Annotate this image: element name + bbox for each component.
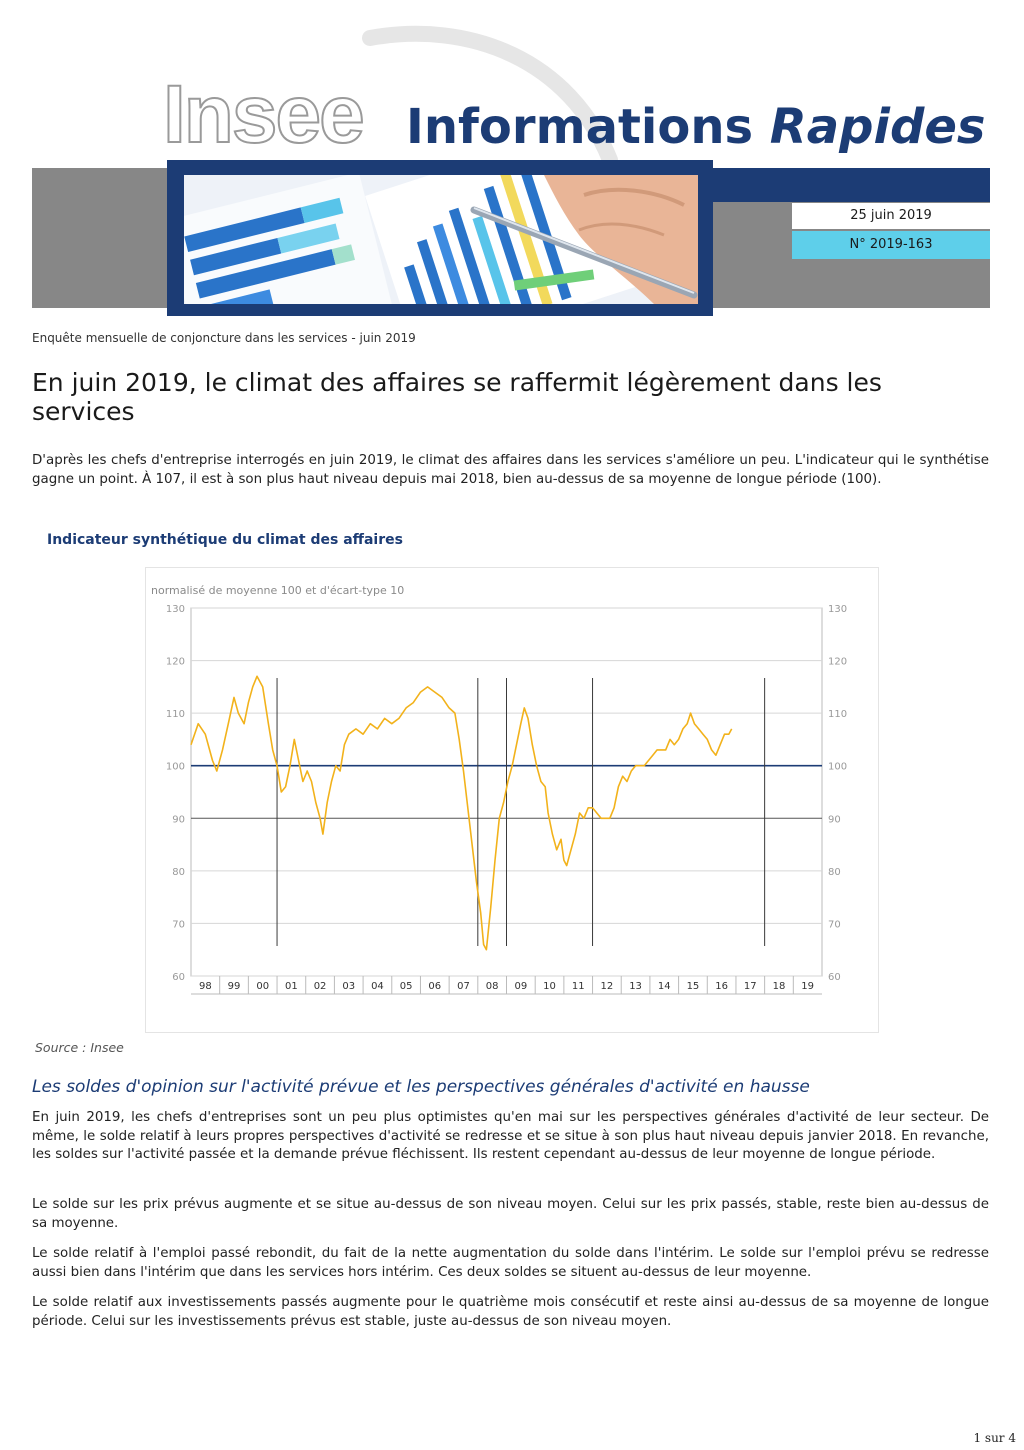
y-tick-label-left: 70 (172, 919, 185, 931)
charts-and-pen-illustration (184, 175, 698, 304)
publication-title-italic: Rapides (769, 99, 986, 155)
y-tick-label-left: 90 (172, 814, 185, 826)
y-tick-label-right: 60 (828, 972, 841, 983)
y-tick-label-left: 100 (165, 761, 185, 773)
paragraph-investment: Le solde relatif aux investissements passés augmente pour le quatrième mois consécutif et reste ainsi au-dessus de sa moyenne de longue période. Celui sur les investissements prévus est stable, juste au-dessus de son niveau moyen. (32, 1295, 989, 1329)
headline: En juin 2019, le climat des affaires se raffermit légèrement dans les services (32, 368, 882, 426)
x-tick-label: 07 (457, 981, 470, 992)
chart-source: Source : Insee (35, 1040, 124, 1055)
x-tick-label: 11 (571, 981, 585, 992)
y-tick-label-right: 100 (828, 761, 848, 773)
paragraph-prices: Le solde sur les prix prévus augmente et se situe au-dessus de son niveau moyen. Celui sur les prix passés, stable, reste bien au-dessus de sa moyenne. (32, 1197, 989, 1231)
series-line (191, 676, 732, 949)
x-tick-label: 15 (686, 981, 700, 992)
x-tick-label: 14 (657, 981, 671, 992)
y-tick-label-right: 90 (828, 814, 841, 826)
business-climate-chart (146, 568, 878, 1032)
y-tick-label-left: 80 (172, 866, 185, 878)
y-tick-label-right: 110 (828, 709, 848, 721)
x-tick-label: 05 (399, 981, 413, 992)
paragraph-employment: Le solde relatif à l'emploi passé rebondit, du fait de la nette augmentation du solde dans l'intérim. Le solde sur l'emploi prévu se redresse aussi bien dans l'intérim que dans les services hors intérim. Ces deux soldes se situent au-dessus de leur moyenne. (32, 1246, 989, 1280)
y-tick-label-left: 130 (165, 604, 185, 615)
x-tick-label: 10 (543, 981, 556, 992)
insee-logo: Insee (163, 69, 363, 160)
x-tick-label: 08 (485, 981, 499, 992)
y-tick-label-left: 120 (165, 656, 185, 668)
x-tick-label: 04 (371, 981, 384, 992)
x-tick-label: 17 (743, 981, 757, 992)
publication-title-main: Informations (406, 99, 770, 155)
publication-title (406, 97, 985, 157)
x-tick-label: 18 (772, 981, 786, 992)
y-tick-label-left: 110 (165, 709, 185, 721)
x-tick-label: 19 (801, 981, 815, 992)
y-tick-label-left: 60 (172, 972, 185, 983)
chart-title: Indicateur synthétique du climat des affaires (47, 532, 403, 548)
x-tick-label: 12 (600, 981, 614, 992)
x-tick-label: 09 (514, 981, 528, 992)
x-tick-label: 98 (198, 981, 212, 992)
survey-label: Enquête mensuelle de conjoncture dans les services - juin 2019 (32, 331, 416, 345)
x-tick-label: 13 (629, 981, 642, 992)
header-photo (184, 175, 698, 304)
y-tick-label-right: 130 (828, 604, 848, 615)
paragraph-activity: En juin 2019, les chefs d'entreprises sont un peu plus optimistes qu'en mai sur les perspectives générales d'activité de leur secteur. De même, le solde relatif à leurs propres perspectives d'activité se redresse et se situe à son plus haut niveau depuis janvier 2018. En revanche, les soldes sur l'activité passée et la demande prévue fléchissent. Ils restent cependant au-dessus de leur moyenne de longue période. (32, 1110, 989, 1162)
chart-subtitle: normalisé de moyenne 100 et d'écart-type 10 (151, 584, 405, 597)
y-tick-label-right: 80 (828, 866, 841, 878)
issue-number: N° 2019-163 (792, 231, 990, 259)
header-blue-band (713, 168, 990, 202)
section-title: Les soldes d'opinion sur l'activité prévue et les perspectives générales d'activité en hausse (32, 1077, 810, 1097)
lead-paragraph: D'après les chefs d'entreprise interrogés en juin 2019, le climat des affaires dans les services s'améliore un peu. L'indicateur qui le synthétise gagne un point. À 107, il est à son plus haut niveau depuis mai 2018, bien au-dessus de sa moyenne de longue période (100). (32, 453, 989, 487)
page-number: 1 sur 4 (973, 1431, 1016, 1445)
publication-date: 25 juin 2019 (792, 203, 990, 229)
y-tick-label-right: 120 (828, 656, 848, 668)
x-tick-label: 16 (715, 981, 728, 992)
x-tick-label: 01 (285, 981, 298, 992)
x-tick-label: 06 (428, 981, 442, 992)
chart-container (145, 567, 879, 1033)
x-tick-label: 00 (256, 981, 270, 992)
x-tick-label: 02 (313, 981, 327, 992)
x-tick-label: 99 (227, 981, 241, 992)
x-tick-label: 03 (342, 981, 356, 992)
y-tick-label-right: 70 (828, 919, 841, 931)
